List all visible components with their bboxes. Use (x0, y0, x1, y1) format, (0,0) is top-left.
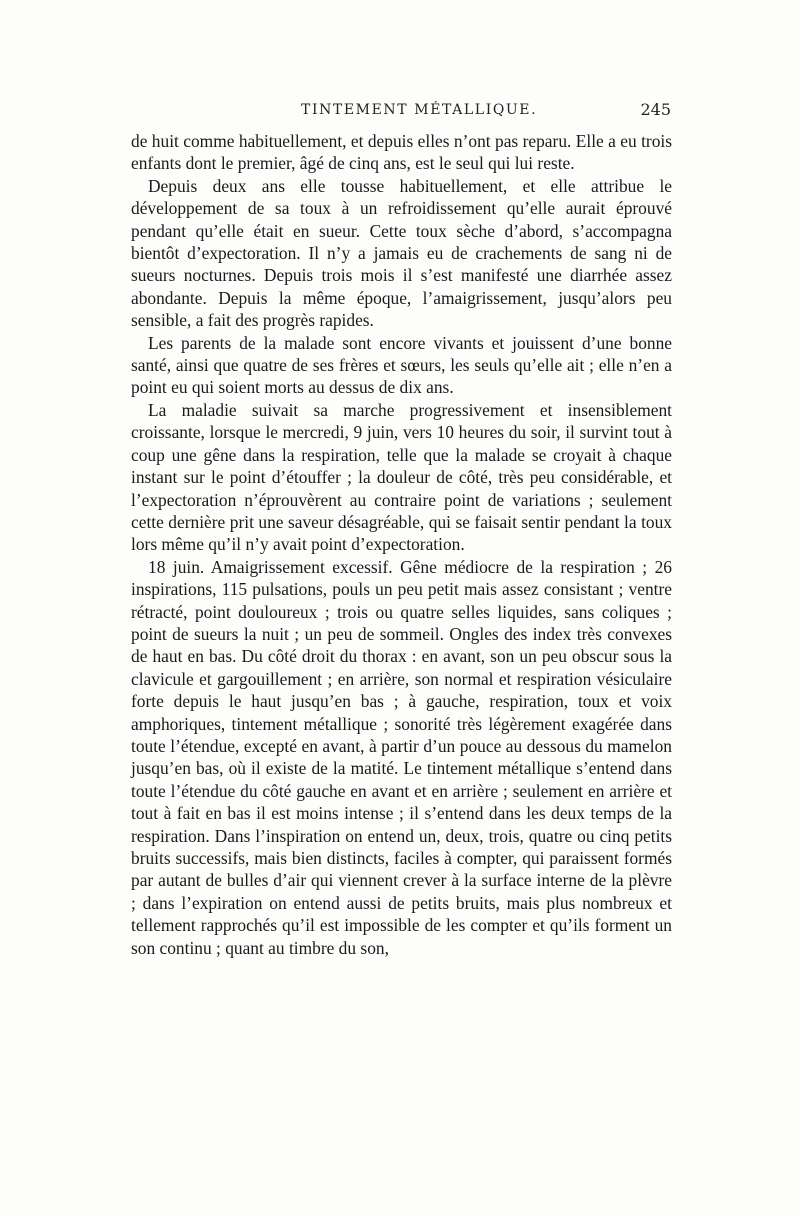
page-header (131, 100, 671, 124)
page-number: 245 (640, 100, 671, 119)
running-title: TINTEMENT MÉTALLIQUE. (301, 102, 538, 118)
paragraph-family-history: Les parents de la malade sont encore vivants et jouissent d’une bonne santé, ainsi que quatre de ses frères et sœurs, les seuls qu’elle ait ; elle n’en a point eu qui soient morts au dessus de dix ans. (131, 332, 672, 398)
paragraph-cough-history: Depuis deux ans elle tousse habituellement, et elle attribue le développement de sa toux à un refroidissement qu’elle aurait éprouvé pendant qu’elle était en sueur. Cette toux sèche d’abord, s’accompagna bientôt d’expectoration. Il n’y a jamais eu de crachements de sang ni de sueurs nocturnes. Depuis trois mois il s’est manifesté une diarrhée assez abondante. Depuis la même époque, l’amaigrissement, jusqu’alors peu sensible, a fait des progrès rapides. (131, 175, 672, 331)
paragraph-continuation: de huit comme habituellement, et depuis elles n’ont pas reparu. Elle a eu trois enfants dont le premier, âgé de cinq ans, est le seul qui lui reste. (131, 131, 672, 174)
body-text (131, 130, 672, 959)
paragraph-june-18-exam: 18 juin. Amaigrissement excessif. Gêne médiocre de la respiration ; 26 inspirations, 115 pulsations, pouls un peu petit mais assez consistant ; ventre rétracté, point douloureux ; trois ou quatre selles liquides, sans coliques ; point de sueurs la nuit ; un peu de sommeil. Ongles des index très convexes de haut en bas. Du côté droit du thorax : en avant, son un peu obscur sous la clavicule et gargouillement ; en arrière, son normal et respiration vésiculaire forte depuis le haut jusqu’en bas ; à gauche, respiration, toux et voix amphoriques, tintement métallique ; sonorité très légèrement exagérée dans toute l’étendue, excepté en avant, à partir d’un pouce au dessous du mamelon jusqu’en bas, où il existe de la matité. Le tintement métallique s’entend dans toute l’étendue du côté gauche en avant et en arrière ; seulement en arrière et tout à fait en bas il est moins intense ; il s’entend dans les deux temps de la respiration. Dans l’inspiration on entend un, deux, trois, quatre ou cinq petits bruits successifs, mais bien distincts, faciles à compter, qui paraissent formés par autant de bulles d’air qui viennent crever à la surface interne de la plèvre ; dans l’expiration on entend aussi de petits bruits, mais plus nombreux et tellement rapprochés qu’il est impossible de les compter et qu’ils forment un son continu ; quant au timbre du son, (131, 556, 672, 958)
paragraph-disease-course: La maladie suivait sa marche progressivement et insensiblement croissante, lorsque le mercredi, 9 juin, vers 10 heures du soir, il survint tout à coup une gêne dans la respiration, telle que la malade se croyait à chaque instant sur le point d’étouffer ; la douleur de côté, très peu considérable, et l’expectoration n’éprouvèrent au contraire point de variations ; seulement cette dernière prit une saveur désagréable, qui se faisait sentir pendant la toux lors même qu’il n’y avait point d’expectoration. (131, 399, 672, 555)
